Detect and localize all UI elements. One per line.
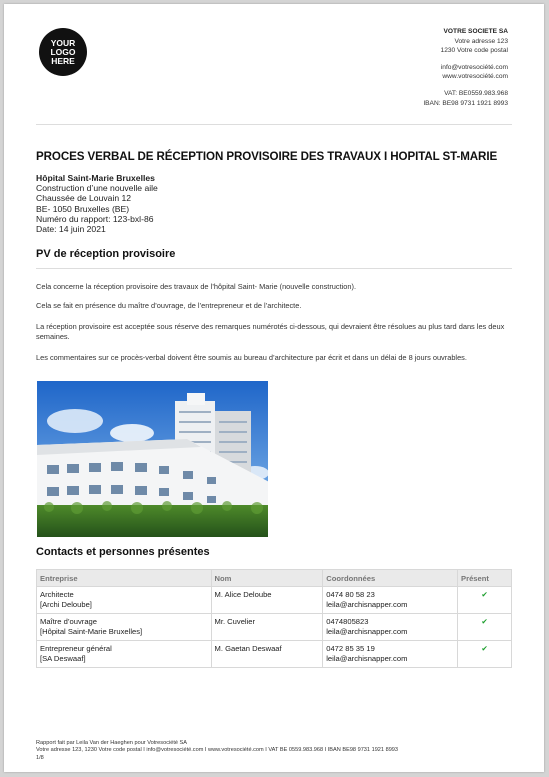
contact-email: leila@archisnapper.com (326, 627, 408, 636)
company-website: www.votresociété.com (442, 73, 508, 81)
company-detail: [SA Deswaaf] (40, 654, 86, 663)
company-address-line-1: Votre adresse 123 (454, 37, 508, 45)
company-email: info@votresociété.com (440, 63, 508, 71)
project-name: Hôpital Saint-Marie Bruxelles (36, 173, 155, 183)
company-address-line-2: 1230 Votre code postal (440, 47, 508, 55)
company-iban: IBAN: BE98 9731 1921 8993 (423, 99, 508, 107)
company-logo (39, 28, 87, 76)
cell-company (37, 587, 212, 614)
logo-line-3: HERE (51, 55, 75, 66)
section-heading-pv: PV de réception provisoire (36, 248, 176, 260)
company-vat: VAT: BE0559.983.968 (444, 89, 508, 97)
table-header-row (37, 570, 512, 587)
project-description: Construction d’une nouvelle aile (36, 183, 158, 194)
paragraph: Les commentaires sur ce procès-verbal doivent être soumis au bureau d’architecture par écrit et dans un délai de 8 jours ouvrables. (36, 353, 467, 362)
project-street: Chaussée de Louvain 12 (36, 193, 132, 204)
paragraph: Cela se fait en présence du maître d’ouvrage, de l’entrepreneur et de l’architecte. (36, 301, 302, 310)
page-footer (36, 740, 398, 762)
contact-phone: 0474 80 58 23 (326, 590, 375, 599)
table-row (37, 587, 512, 614)
footer-author: Rapport fait par Leila Van der Haeghen pour Votresociété SA (36, 740, 188, 746)
column-header-contact: Coordonnées (323, 570, 458, 587)
company-detail: [Hôpital Saint-Marie Bruxelles] (40, 627, 143, 636)
present-check-icon: ✔ (458, 614, 512, 641)
paragraph: Cela concerne la réception provisoire des travaux de l’hôpital Saint- Marie (nouvelle construction). (36, 282, 357, 291)
document-page (4, 4, 544, 772)
document-title: PROCES VERBAL DE RÉCEPTION PROVISOIRE DES TRAVAUX I HOPITAL ST-MARIE (36, 150, 498, 163)
project-info (36, 173, 158, 234)
cell-company (37, 641, 212, 668)
table-row (37, 614, 512, 641)
page-number: 1/8 (36, 754, 44, 761)
contact-phone: 0474805823 (326, 617, 369, 626)
logo-line-1: YOUR (50, 37, 76, 48)
company-detail: [Archi Deloube] (40, 600, 92, 609)
project-city: BE- 1050 Bruxelles (BE) (36, 203, 130, 214)
logo-line-2: LOGO (50, 46, 76, 57)
contact-email: leila@archisnapper.com (326, 600, 408, 609)
paragraph: La réception provisoire est acceptée sous réserve des remarques numérotés ci-dessous, qui devraient être résolues au plus tard dans les deux semaines. (36, 322, 505, 341)
hospital-building-photo (37, 381, 268, 537)
present-check-icon: ✔ (458, 641, 512, 668)
cell-contact (323, 614, 458, 641)
section-heading-contacts: Contacts et personnes présentes (36, 546, 210, 558)
table-row (37, 641, 512, 668)
company-info (423, 27, 508, 108)
company-role: Entrepreneur général (40, 644, 112, 653)
section-divider (36, 268, 512, 269)
company-role: Architecte (40, 590, 74, 599)
cell-name: M. Gaetan Deswaaf (211, 641, 323, 668)
contact-phone: 0472 85 35 19 (326, 644, 375, 653)
contacts-table (36, 569, 512, 668)
column-header-present: Présent (458, 570, 512, 587)
company-role: Maître d’ouvrage (40, 617, 97, 626)
column-header-name: Nom (211, 570, 323, 587)
cell-company (37, 614, 212, 641)
cell-contact (323, 587, 458, 614)
contact-email: leila@archisnapper.com (326, 654, 408, 663)
report-date: Date: 14 juin 2021 (36, 224, 106, 235)
company-name: VOTRE SOCIETE SA (443, 28, 508, 35)
header-divider (36, 124, 512, 125)
cell-contact (323, 641, 458, 668)
footer-company-details: Votre adresse 123, 1230 Votre code postal I info@votresociété.com I www.votresociété.com I VAT BE 0559.983.968 I IBAN BE98 9731 1921 8993 (36, 747, 399, 754)
present-check-icon: ✔ (458, 587, 512, 614)
cell-name: M. Alice Deloube (211, 587, 323, 614)
report-number: Numéro du rapport: 123-bxl-86 (36, 213, 154, 224)
cell-name: Mr. Cuvelier (211, 614, 323, 641)
column-header-company: Entreprise (37, 570, 212, 587)
